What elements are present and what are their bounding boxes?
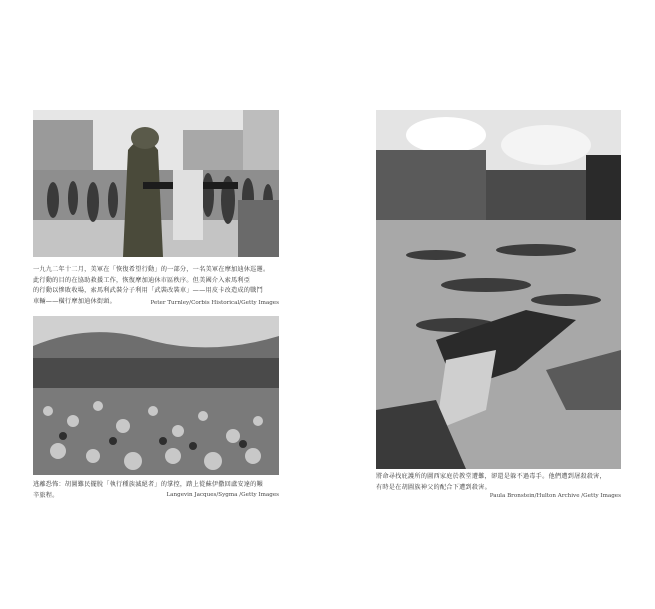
caption-line: 此行動的目的在協助救援工作，恢復摩加迪休市區秩序。但美國介入索馬利亞 (33, 276, 251, 284)
photo3-credit: Paula Bronstein/Hulton Archive /Getty Images (489, 493, 621, 499)
photo-church (376, 110, 621, 469)
caption-line: 辛旅程。 (33, 491, 59, 499)
photo-soldier-patrol (33, 110, 279, 257)
caption-line: 有時是在胡圖族神父的配合下遭到殺害。 (376, 483, 491, 491)
photo2-credit: Langevin Jacques/Sygma /Getty Images (166, 492, 279, 498)
caption-line: 逃離恐怖：胡圖難民擺脫「執行種族滅絕者」的掌控，踏上從蘇伊撒回盧安達的艱 (33, 481, 263, 488)
photo3-caption (376, 472, 621, 493)
caption-line: 車輛——橫行摩加迪休街頭。 (33, 297, 117, 305)
photo-refugees (33, 316, 279, 475)
photo1-credit: Peter Turnley/Corbis Historical/Getty Images (150, 300, 279, 306)
caption-line: 的行動以慘敗收場，索馬利武裝分子利用「武裝改裝車」——用皮卡改造成的戰鬥 (33, 287, 263, 294)
caption-line: 將命尋找庇護所的圖西家庭於教堂遭難，卻還是躲不過毒手。他們遭到屠殺殺害， (376, 473, 606, 480)
caption-line: 一九九二年十二月，美軍在「恢復希望行動」的一部分，一名美軍在摩加迪休巡邏。 (33, 266, 270, 273)
